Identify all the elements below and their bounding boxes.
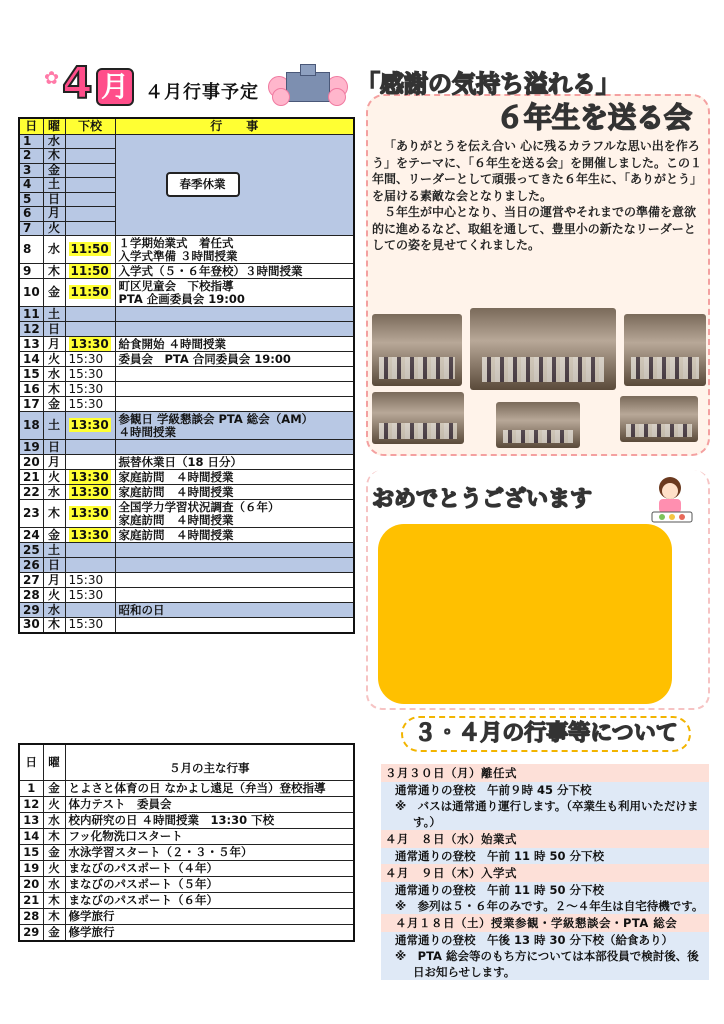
event-photo: [620, 396, 698, 442]
cell-day: 3: [19, 163, 43, 178]
table-row: [19, 876, 354, 892]
cell-dismissal: [65, 485, 115, 500]
month-number: 4: [62, 58, 93, 109]
cell-day: 9: [19, 264, 43, 279]
dismissal-time: 13:30: [70, 469, 109, 484]
cell-dismissal: [65, 397, 115, 412]
cell-weekday: 金: [43, 780, 65, 796]
cell-dismissal: [65, 588, 115, 603]
dismissal-time: 13:30: [70, 484, 109, 499]
event-photo: [624, 314, 706, 386]
cell-day: 12: [19, 796, 43, 812]
dismissal-time: 15:30: [68, 572, 104, 587]
cell-dismissal: [65, 307, 115, 322]
cell-weekday: 金: [43, 163, 65, 178]
dismissal-time: 13:30: [70, 336, 109, 351]
cell-weekday: 木: [43, 264, 65, 279]
event-line: 通常通りの登校 午前９時 45 分下校: [395, 783, 592, 797]
cell-dismissal: [65, 149, 115, 164]
cell-event: [115, 558, 354, 573]
cell-event: まなびのパスポート（５年）: [65, 876, 354, 892]
girl-with-lunch-icon: [642, 472, 698, 528]
cell-weekday: 木: [43, 908, 65, 924]
cell-dismissal: [65, 500, 115, 528]
cell-weekday: 水: [43, 236, 65, 264]
cell-dismissal: [65, 412, 115, 440]
col-header-day: 日: [19, 118, 43, 134]
cell-weekday: 月: [43, 207, 65, 222]
cell-dismissal: [65, 603, 115, 618]
cell-event: [115, 352, 354, 367]
cell-event: [115, 528, 354, 543]
cell-event: とよさと体育の日 なかよし遠足（弁当）登校指導: [65, 780, 354, 796]
cell-event: [115, 470, 354, 485]
events-headline: ３・４月の行事等について: [401, 716, 691, 752]
cell-weekday: 金: [43, 924, 65, 941]
table-header-row: [19, 118, 354, 134]
dismissal-time: 15:30: [68, 381, 104, 396]
cell-weekday: 金: [43, 397, 65, 412]
cell-weekday: 土: [43, 543, 65, 558]
cell-event: [115, 603, 354, 618]
event-text: 参観日 学級懇談会 PTA 総会（AM）: [118, 411, 314, 426]
cell-weekday: 月: [43, 573, 65, 588]
cell-dismissal: [65, 322, 115, 337]
cell-event: [115, 307, 354, 322]
cell-day: 18: [19, 412, 43, 440]
table-row: [19, 382, 354, 397]
event-line: 通常通りの登校 午前 11 時 50 分下校: [395, 849, 605, 863]
table-row: [19, 352, 354, 367]
cell-dismissal: [65, 221, 115, 236]
cell-weekday: 土: [43, 178, 65, 193]
table-row: [19, 924, 354, 941]
cell-weekday: 土: [43, 307, 65, 322]
table-row: [19, 543, 354, 558]
table-row: [19, 440, 354, 455]
event-text: 家庭訪問 ４時間授業: [118, 469, 234, 484]
congrats-headline: おめでとうございます: [372, 487, 593, 512]
cell-event: [115, 455, 354, 470]
event-text: 家庭訪問 ４時間授業: [118, 484, 234, 499]
cell-day: 25: [19, 543, 43, 558]
cell-day: 27: [19, 573, 43, 588]
cell-weekday: 木: [43, 149, 65, 164]
table-row: [19, 367, 354, 382]
table-row: [19, 780, 354, 796]
event-text: 町区児童会 下校指導: [118, 278, 234, 293]
congrats-content-box: [378, 524, 672, 704]
table-row: [19, 322, 354, 337]
event-details: [381, 848, 709, 864]
dismissal-time: 15:30: [68, 396, 104, 411]
cell-day: 10: [19, 279, 43, 307]
cell-event: まなびのパスポート（４年）: [65, 860, 354, 876]
cell-event: [115, 134, 354, 236]
table-row: [19, 279, 354, 307]
cell-day: 4: [19, 178, 43, 193]
dismissal-time: 11:50: [70, 263, 109, 278]
dismissal-time: 11:50: [70, 242, 109, 256]
cell-event: [115, 500, 354, 528]
farewell-paragraph: 「ありがとうを伝え合い 心に残るカラフルな思い出を作ろう」をテーマに、「６年生を送る会」を開催しました。この１年間、リーダーとして頑張ってきた６年生に、「ありがとう」を届ける素敵な会となりました。: [372, 139, 703, 203]
cell-day: 28: [19, 588, 43, 603]
school-sakura-icon: [268, 62, 348, 106]
cell-event: [115, 485, 354, 500]
dismissal-time: 15:30: [68, 617, 104, 632]
cell-dismissal: [65, 440, 115, 455]
cell-weekday: 金: [43, 528, 65, 543]
cell-dismissal: [65, 470, 115, 485]
col-header-event: 行 事: [115, 118, 354, 134]
table-row: [19, 412, 354, 440]
cell-weekday: 火: [43, 860, 65, 876]
table-row: [19, 828, 354, 844]
cell-dismissal: [65, 558, 115, 573]
table-row: [19, 500, 354, 528]
table-row: [19, 908, 354, 924]
cell-event: [115, 618, 354, 633]
table-row: [19, 264, 354, 279]
cell-event: [115, 543, 354, 558]
col-header-event: ５月の主な行事: [65, 744, 354, 780]
event-title: ４月 ８日（水）始業式: [381, 830, 709, 848]
dismissal-time: 15:30: [68, 587, 104, 602]
cell-weekday: 月: [43, 337, 65, 352]
april-month-badge: [44, 58, 140, 110]
cell-weekday: 水: [43, 603, 65, 618]
table-row: [19, 558, 354, 573]
cell-event: 校内研究の日 ４時間授業 13:30 下校: [65, 812, 354, 828]
table-row: [19, 236, 354, 264]
table-row: [19, 337, 354, 352]
event-title: ４月 ９日（木）入学式: [381, 864, 709, 882]
cell-day: 29: [19, 924, 43, 941]
cell-dismissal: [65, 163, 115, 178]
farewell-headline: 「感謝の気持ち溢れる」: [356, 70, 620, 98]
event-text: １学期始業式 着任式: [118, 235, 234, 250]
cell-day: 17: [19, 397, 43, 412]
table-row: [19, 134, 354, 149]
event-text: 家庭訪問 ４時間授業: [118, 527, 234, 542]
cell-dismissal: [65, 382, 115, 397]
cell-day: 28: [19, 908, 43, 924]
cell-dismissal: [65, 236, 115, 264]
col-header-dismissal: 下校: [65, 118, 115, 134]
dismissal-time: 13:30: [70, 418, 109, 432]
cell-dismissal: [65, 264, 115, 279]
cell-dismissal: [65, 279, 115, 307]
event-text: PTA 企画委員会 19:00: [118, 291, 245, 306]
cell-weekday: 月: [43, 455, 65, 470]
dismissal-time: 15:30: [68, 366, 104, 381]
cell-day: 29: [19, 603, 43, 618]
table-row: [19, 860, 354, 876]
cell-event: [115, 588, 354, 603]
table-row: [19, 603, 354, 618]
cell-weekday: 日: [43, 192, 65, 207]
cell-day: 13: [19, 812, 43, 828]
dismissal-time: 13:30: [70, 506, 109, 520]
event-details: [381, 782, 709, 830]
event-text: 委員会 PTA 合同委員会 19:00: [118, 351, 291, 366]
cell-dismissal: [65, 207, 115, 222]
event-line: 通常通りの登校 午後 13 時 30 分下校（給食あり）: [395, 933, 674, 947]
cell-weekday: 水: [43, 876, 65, 892]
col-header-weekday: 曜: [43, 744, 65, 780]
cell-event: まなびのパスポート（６年）: [65, 892, 354, 908]
cell-event: [115, 397, 354, 412]
table-row: [19, 528, 354, 543]
col-header-day: 日: [19, 744, 43, 780]
cell-event: [115, 279, 354, 307]
cell-dismissal: [65, 528, 115, 543]
cell-weekday: 水: [43, 812, 65, 828]
event-details: [381, 932, 709, 980]
cell-day: 2: [19, 149, 43, 164]
table-row: [19, 573, 354, 588]
cell-day: 24: [19, 528, 43, 543]
table-row: [19, 307, 354, 322]
event-photo: [372, 314, 462, 386]
event-details: [381, 882, 709, 914]
cell-weekday: 木: [43, 382, 65, 397]
event-text: 全国学力学習状況調査（６年）: [118, 499, 280, 514]
april-schedule-table: [18, 117, 355, 634]
cell-event: [115, 573, 354, 588]
cell-event: [115, 236, 354, 264]
cell-day: 22: [19, 485, 43, 500]
cell-weekday: 日: [43, 322, 65, 337]
cell-day: 26: [19, 558, 43, 573]
table-row: [19, 397, 354, 412]
event-text: 給食開始 ４時間授業: [118, 336, 227, 351]
table-row: [19, 812, 354, 828]
cell-dismissal: [65, 367, 115, 382]
cell-event: 修学旅行: [65, 908, 354, 924]
table-row: [19, 844, 354, 860]
event-text: 入学式（５・６年登校）３時間授業: [118, 263, 303, 278]
event-text: 振替休業日（18 日分）: [118, 454, 243, 469]
cell-dismissal: [65, 352, 115, 367]
cell-dismissal: [65, 573, 115, 588]
cell-day: 11: [19, 307, 43, 322]
cell-day: 15: [19, 367, 43, 382]
sakura-icon: ✿: [44, 68, 60, 89]
cell-weekday: 木: [43, 618, 65, 633]
event-note: ※ バスは通常通り運行します。（卒業生も利用いただけます。）: [395, 799, 699, 829]
cell-dismissal: [65, 192, 115, 207]
cell-dismissal: [65, 618, 115, 633]
cell-event: 水泳学習スタート（２・３・５年）: [65, 844, 354, 860]
col-header-weekday: 曜: [43, 118, 65, 134]
events-list: [381, 764, 709, 980]
may-events-table: [18, 743, 355, 942]
event-title: ４月１８日（土）授業参観・学級懇談会・PTA 総会: [381, 914, 709, 932]
cell-event: [115, 264, 354, 279]
cell-weekday: 水: [43, 134, 65, 149]
cell-weekday: 木: [43, 892, 65, 908]
event-text: 入学式準備 ３時間授業: [118, 248, 238, 263]
cell-day: 7: [19, 221, 43, 236]
dismissal-time: 15:30: [68, 351, 104, 366]
cell-weekday: 火: [43, 588, 65, 603]
cell-weekday: 金: [43, 279, 65, 307]
page-title: ４月行事予定: [145, 82, 259, 103]
cell-dismissal: [65, 455, 115, 470]
event-line: 通常通りの登校 午前 11 時 50 分下校: [395, 883, 605, 897]
cell-event: [115, 382, 354, 397]
cell-day: 30: [19, 618, 43, 633]
cell-day: 23: [19, 500, 43, 528]
event-note: ※ PTA 総会等のもち方については本部役員で検討後、後日お知らせします。: [395, 949, 699, 979]
cell-day: 1: [19, 780, 43, 796]
dismissal-time: 11:50: [70, 285, 109, 299]
cell-day: 5: [19, 192, 43, 207]
event-photo: [496, 402, 580, 448]
month-kanji: 月: [96, 68, 134, 106]
cell-day: 19: [19, 860, 43, 876]
table-row: [19, 618, 354, 633]
table-row: [19, 470, 354, 485]
event-photo: [372, 392, 464, 444]
farewell-subheadline: ６年生を送る会: [496, 101, 693, 134]
cell-day: 13: [19, 337, 43, 352]
cell-day: 20: [19, 455, 43, 470]
cell-day: 1: [19, 134, 43, 149]
table-header-row: [19, 744, 354, 780]
cell-weekday: 木: [43, 828, 65, 844]
cell-day: 21: [19, 892, 43, 908]
cell-day: 21: [19, 470, 43, 485]
cell-dismissal: [65, 543, 115, 558]
cell-day: 19: [19, 440, 43, 455]
cell-dismissal: [65, 134, 115, 149]
cell-event: [115, 337, 354, 352]
cell-weekday: 火: [43, 352, 65, 367]
cell-dismissal: [65, 337, 115, 352]
cell-day: 20: [19, 876, 43, 892]
cell-weekday: 火: [43, 470, 65, 485]
cell-weekday: 日: [43, 558, 65, 573]
cell-day: 14: [19, 828, 43, 844]
event-note: ※ 参列は５・６年のみです。２～４年生は自宅待機です。: [395, 899, 704, 913]
event-text: 昭和の日: [118, 602, 165, 617]
farewell-paragraph: ５年生が中心となり、当日の運営やそれまでの準備を意欲的に進めるなど、取組を通して、豊里小の新たなリーダーとしての姿を見せてくれました。: [372, 205, 697, 252]
cell-day: 14: [19, 352, 43, 367]
cell-weekday: 火: [43, 221, 65, 236]
cell-weekday: 水: [43, 485, 65, 500]
cell-weekday: 金: [43, 844, 65, 860]
table-row: [19, 455, 354, 470]
cell-event: [115, 367, 354, 382]
cell-event: フッ化物洗口スタート: [65, 828, 354, 844]
cell-dismissal: [65, 178, 115, 193]
table-row: [19, 485, 354, 500]
cell-weekday: 火: [43, 796, 65, 812]
cell-weekday: 土: [43, 412, 65, 440]
table-row: [19, 796, 354, 812]
cell-day: 15: [19, 844, 43, 860]
cell-event: [115, 322, 354, 337]
table-row: [19, 588, 354, 603]
cell-weekday: 木: [43, 500, 65, 528]
event-text: ４時間授業: [118, 424, 176, 439]
spring-break-label: 春季休業: [166, 172, 240, 197]
farewell-article: [372, 138, 706, 254]
cell-day: 12: [19, 322, 43, 337]
cell-event: [115, 440, 354, 455]
cell-day: 16: [19, 382, 43, 397]
cell-event: [115, 412, 354, 440]
cell-weekday: 日: [43, 440, 65, 455]
event-photo: [470, 308, 616, 390]
table-row: [19, 892, 354, 908]
cell-weekday: 水: [43, 367, 65, 382]
dismissal-time: 13:30: [70, 527, 109, 542]
cell-event: 修学旅行: [65, 924, 354, 941]
event-title: ３月３０日（月）離任式: [381, 764, 709, 782]
cell-day: 8: [19, 236, 43, 264]
cell-event: 体力テスト 委員会: [65, 796, 354, 812]
event-text: 家庭訪問 ４時間授業: [118, 512, 234, 527]
cell-day: 6: [19, 207, 43, 222]
